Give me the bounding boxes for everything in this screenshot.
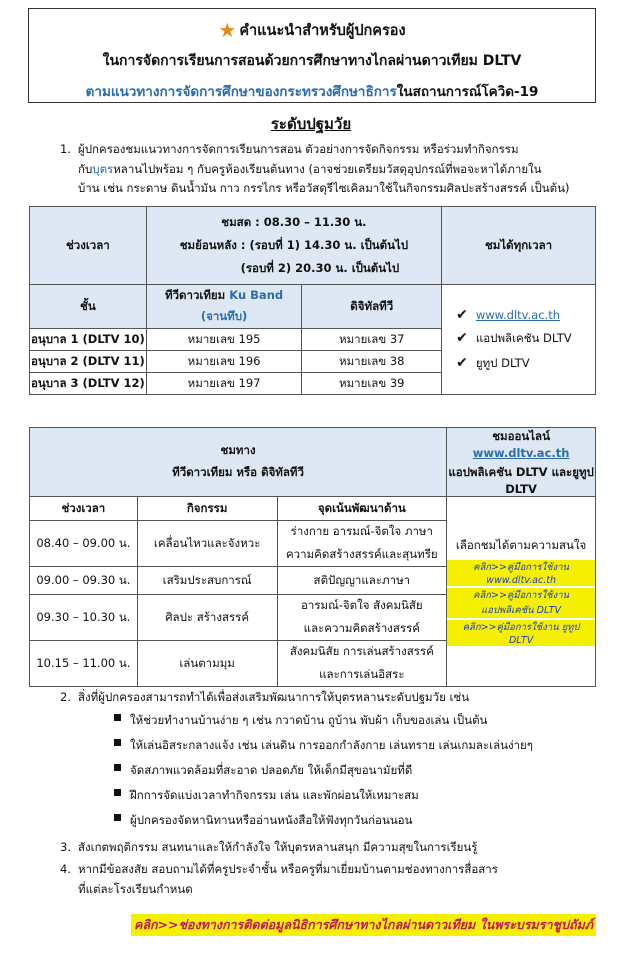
item-1-line2: กับบุตรหลานไปพร้อม ๆ กับครูห้องเรียนต้นทาง (อาจช่วยเตรียมวัสดุอุปกรณ์ที่พอจะหาได้ภายใน	[78, 161, 542, 176]
class-header: ชั้น	[30, 285, 147, 329]
table-row: อนุบาล 2 (DLTV 11) หมายเลข 196 หมายเลข 38	[30, 351, 596, 373]
guideline-rest: ในสถานการณ์โควิด-19	[396, 84, 539, 100]
anytime-header: ชมได้ทุกเวลา	[442, 207, 596, 285]
item-3: 3. สังเกตพฤติกรรม สนทนาและให้กำลังใจ ให้บุตรหลานสนุก มีความสุขในการเรียนรู้	[60, 840, 478, 854]
check-icon: ✔	[456, 306, 468, 323]
table-row: อนุบาล 1 (DLTV 10) หมายเลข 195 หมายเลข 37	[30, 329, 596, 351]
bullet-item: ฝึกการจัดแบ่งเวลาทำกิจกรรม เล่น และพักผ่อนให้เหมาะสม	[130, 787, 600, 805]
star-icon: ★	[218, 18, 237, 42]
level-title: ระดับปฐมวัย	[270, 115, 352, 133]
schedule-table	[29, 206, 596, 395]
bullet-item: ให้เล่นอิสระกลางแจ้ง เช่น เล่นดิน การออกกำลังกาย เล่นทราย เล่นเกมละเล่นง่ายๆ	[130, 737, 600, 755]
item-1-line3: บ้าน เช่น กระดาษ ดินน้ำมัน กาว กรรไกร หรือวัสดุรีไซเคิลมาใช้ในกิจกรรมศิลปะสร้างสรรค์ เป็นต้น)	[78, 181, 570, 195]
check-icon: ✔	[456, 329, 468, 346]
dltv-app: แอปพลิเคชัน DLTV	[475, 330, 572, 345]
col-activity: กิจกรรม	[137, 497, 277, 521]
broadcast-times: ชมสด : 08.30 – 11.30 น. ชมย้อนหลัง : (รอบที่ 1) 14.30 น. เป็นต้นไป (รอบที่ 2) 20.30 น. เป็นต้นไป	[146, 207, 441, 285]
table-row: 09.30 – 10.30 น. ศิลปะ สร้างสรรค์ อารมณ์-จิตใจ สังคมนิสัย และความคิดสร้างสรรค์	[30, 595, 596, 641]
guideline-blue: ตามแนวทางการจัดการศึกษาของกระทรวงศึกษาธิการ	[85, 84, 397, 100]
dltv-youtube: ยูทูป DLTV	[475, 355, 530, 370]
bullet-item: จัดสภาพแวดล้อมที่สะอาด ปลอดภัย ให้เด็กมีสุขอนามัยที่ดี	[130, 762, 600, 780]
doc-subtitle: ในการจัดการเรียนการสอนด้วยการศึกษาทางไกลผ่านดาวเทียม DLTV	[102, 53, 522, 69]
guide-website-link[interactable]: คลิก>>คู่มือการใช้งาน www.dltv.ac.th	[447, 560, 595, 586]
online-choices: เลือกชมได้ตามความสนใจ คลิก>>คู่มือการใช้งาน www.dltv.ac.th คลิก>>คู่มือการใช้งาน แอปพลิเคชัน DLTV คลิก>>คู่มือการใช้งาน ยูทูป DLTV	[447, 497, 596, 687]
guide-app-link[interactable]: คลิก>>คู่มือการใช้งาน แอปพลิเคชัน DLTV	[447, 588, 595, 618]
check-icon: ✔	[456, 354, 468, 371]
col-time: ช่วงเวลา	[30, 497, 138, 521]
bullet-item: ผู้ปกครองจัดหานิทานหรืออ่านหนังสือให้ฟังทุกวันก่อนนอน	[130, 812, 600, 830]
watch-via-header: ชมทาง ทีวีดาวเทียม หรือ ดิจิทัลทีวี	[30, 428, 447, 497]
activity-table	[29, 427, 596, 687]
anytime-list	[442, 285, 596, 395]
satellite-header: ทีวีดาวเทียม Ku Band (จานทึบ)	[146, 285, 302, 329]
item-4: 4. หากมีข้อสงสัย สอบถามได้ที่ครูประจำชั้น หรือครูที่มาเยี่ยมบ้านตามช่องทางการสื่อสาร ที่แต่ละโรงเรียนกำหนด	[60, 862, 498, 896]
col-focus: จุดเน้นพัฒนาด้าน	[277, 497, 447, 521]
table-row: 08.40 – 09.00 น. เคลื่อนไหวและจังหวะ ร่างกาย อารมณ์-จิตใจ ภาษา ความคิดสร้างสรรค์และสุนทรีย	[30, 521, 596, 567]
online-link[interactable]: www.dltv.ac.th	[472, 446, 570, 460]
dltv-website-link[interactable]: www.dltv.ac.th	[475, 307, 561, 322]
item-2: 2. สิ่งที่ผู้ปกครองสามารถทำได้เพื่อส่งเสริมพัฒนาการให้บุตรหลานระดับปฐมวัย เช่น	[60, 690, 470, 704]
table-row: อนุบาล 3 (DLTV 12) หมายเลข 197 หมายเลข 39	[30, 373, 596, 395]
title-box	[28, 8, 596, 103]
time-header: ช่วงเวลา	[30, 207, 147, 285]
table-row: 10.15 – 11.00 น. เล่นตามมุม สังคมนิสัย การเล่นสร้างสรรค์ และการเล่นอิสระ	[30, 641, 596, 687]
item-1: 1. ผู้ปกครองชมแนวทางการจัดการเรียนการสอน ตัวอย่างการจัดกิจกรรม หรือร่วมทำกิจกรรม กับบุตรหลานไปพร้อม ๆ กับครูห้องเรียนต้นทาง (อาจช่วยเตรียมวัสดุอุปกรณ์ที่พอจะหาได้ภายใน บ้าน เช่น กระดาษ ดินน้ำมัน กาว กรรไกร หรือวัสดุรีไซเคิลมาใช้ในกิจกรรมศิลปะสร้างสรรค์ เป็นต้น)	[60, 140, 600, 199]
doc-guideline	[29, 80, 595, 102]
foundation-contact-link[interactable]: คลิก>>ช่องทางการติดต่อมูลนิธิการศึกษาทางไกลผ่านดาวเทียม ในพระบรมราชูปถัมภ์	[131, 914, 596, 936]
bullet-item: ให้ช่วยทำงานบ้านง่าย ๆ เช่น กวาดบ้าน ถูบ้าน พับผ้า เก็บของเล่น เป็นต้น	[130, 712, 600, 730]
guide-youtube-link[interactable]: คลิก>>คู่มือการใช้งาน ยูทูป DLTV	[447, 620, 595, 646]
online-header: ชมออนไลน์ www.dltv.ac.th แอปพลิเคชัน DLTV และยูทูป DLTV	[448, 429, 594, 496]
item-1-line1: ผู้ปกครองชมแนวทางการจัดการเรียนการสอน ตัวอย่างการจัดกิจกรรม หรือร่วมทำกิจกรรม	[78, 142, 519, 156]
digital-header: ดิจิทัลทีวี	[302, 285, 442, 329]
table-row: 09.00 – 09.30 น. เสริมประสบการณ์ สติปัญญาและภาษา	[30, 567, 596, 595]
doc-title: ★ คำแนะนำสำหรับผู้ปกครอง	[218, 18, 406, 42]
